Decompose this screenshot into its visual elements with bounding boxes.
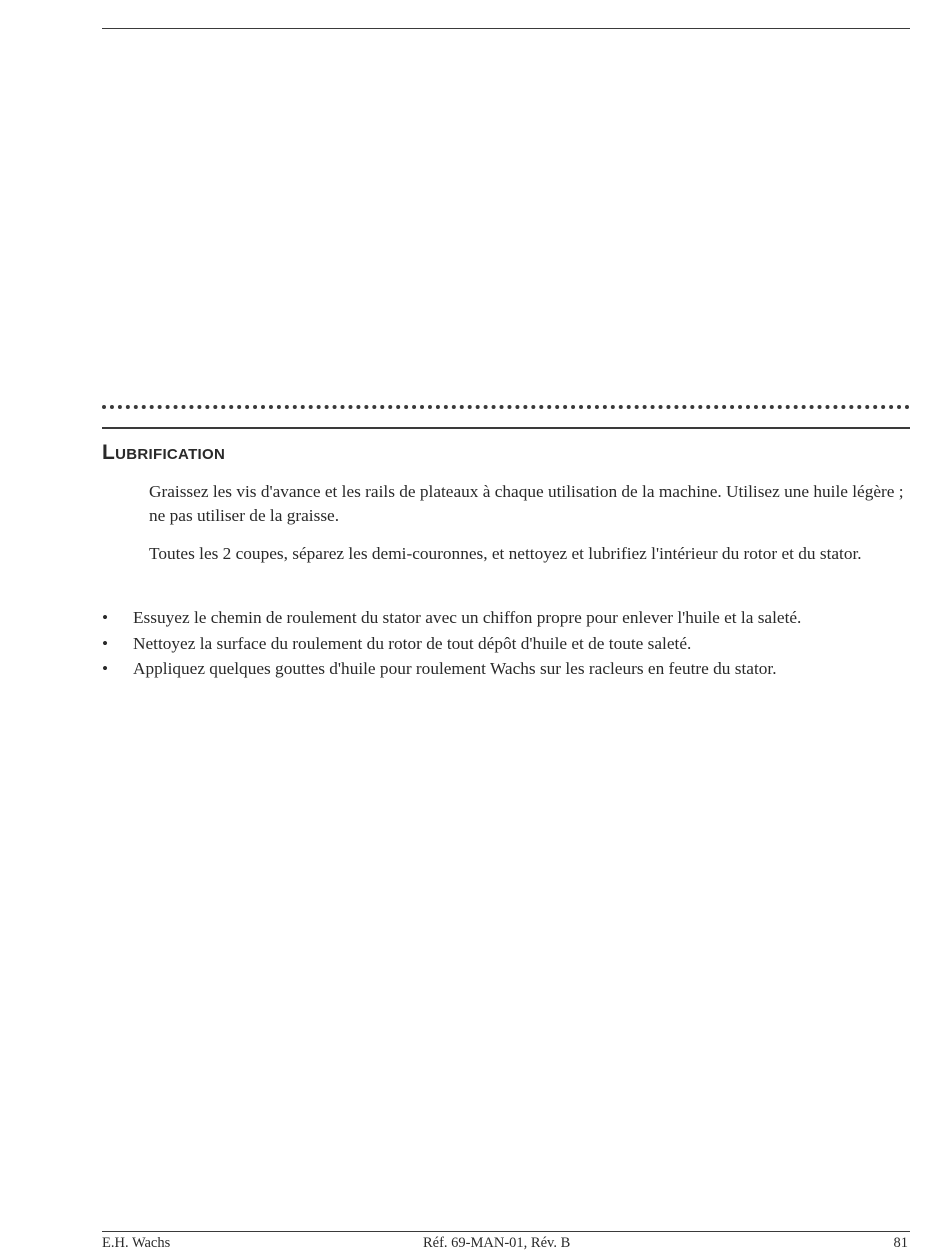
bullet-icon: • [102, 608, 109, 627]
paragraph: Toutes les 2 coupes, séparez les demi-couronnes, et nettoyez et lubrifiez l'intérieur du rotor et du stator. [149, 544, 862, 563]
section-dotted-divider [102, 405, 910, 409]
paragraph: Graissez les vis d'avance et les rails de plateaux à chaque utilisation de la machine. Utilisez une huile légère ; ne pas utiliser de la graisse. [149, 482, 904, 525]
bullet-list [102, 605, 922, 682]
list-item [102, 631, 922, 657]
bullet-icon: • [102, 659, 109, 678]
header-rule [102, 28, 910, 29]
list-item-text: Appliquez quelques gouttes d'huile pour roulement Wachs sur les racleurs en feutre du stator. [133, 659, 777, 678]
section-title: Lubrification [102, 441, 226, 464]
list-item-text: Nettoyez la surface du roulement du rotor de tout dépôt d'huile et de toute saleté. [133, 633, 692, 653]
list-item [102, 605, 922, 631]
page-number: 81 [893, 1235, 908, 1251]
footer-rule [102, 1231, 910, 1232]
footer-company: E.H. Wachs [102, 1235, 171, 1251]
footer-reference: Réf. 69-MAN-01, Rév. B [423, 1235, 571, 1251]
list-item [102, 656, 922, 682]
section-rule [102, 427, 910, 429]
list-item-text: Essuyez le chemin de roulement du stator avec un chiffon propre pour enlever l'huile et la saleté. [133, 608, 802, 627]
bullet-icon: • [102, 633, 109, 653]
